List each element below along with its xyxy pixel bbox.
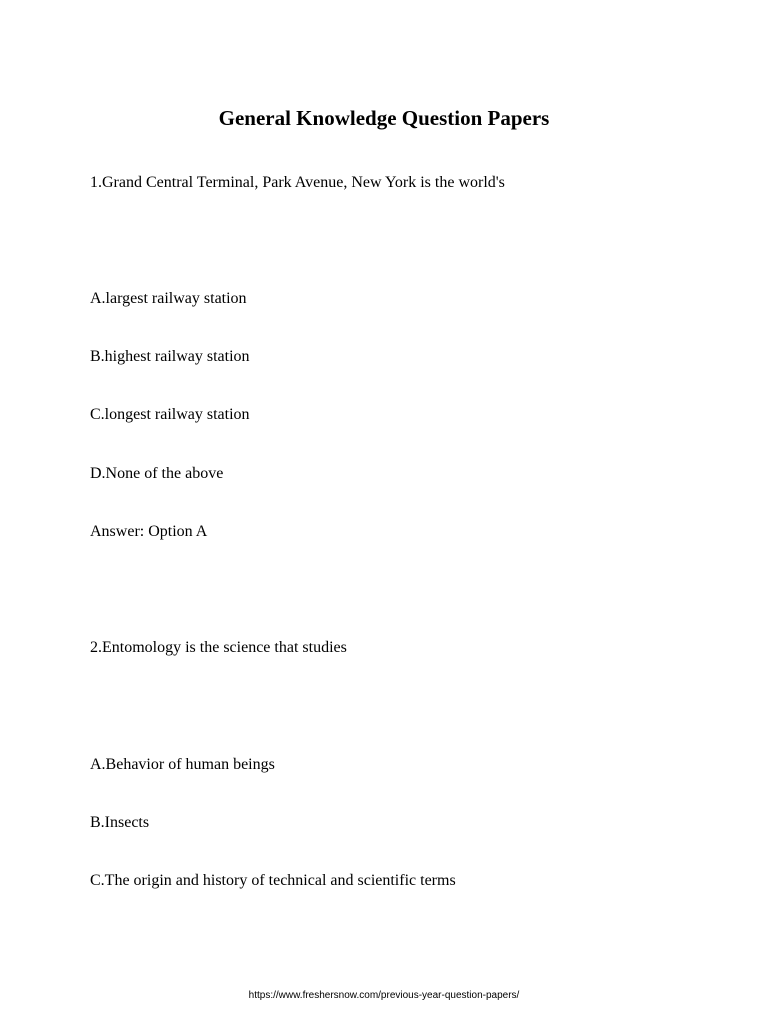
question-1: 1.Grand Central Terminal, Park Avenue, New York is the world's bbox=[90, 174, 505, 191]
footer-url: https://www.freshersnow.com/previous-year-question-papers/ bbox=[248, 990, 520, 1001]
page-title: General Knowledge Question Papers bbox=[218, 106, 550, 130]
question-1-option-b: B.highest railway station bbox=[90, 348, 250, 365]
question-2-option-b: B.Insects bbox=[90, 814, 150, 831]
question-1-option-d: D.None of the above bbox=[90, 465, 224, 482]
question-1-option-a: A.largest railway station bbox=[90, 290, 247, 307]
question-1-answer: Answer: Option A bbox=[90, 523, 208, 540]
question-2: 2.Entomology is the science that studies bbox=[90, 639, 347, 656]
question-2-option-a: A.Behavior of human beings bbox=[90, 756, 275, 773]
question-2-option-c: C.The origin and history of technical and scientific terms bbox=[90, 872, 456, 889]
question-1-option-c: C.longest railway station bbox=[90, 406, 250, 423]
